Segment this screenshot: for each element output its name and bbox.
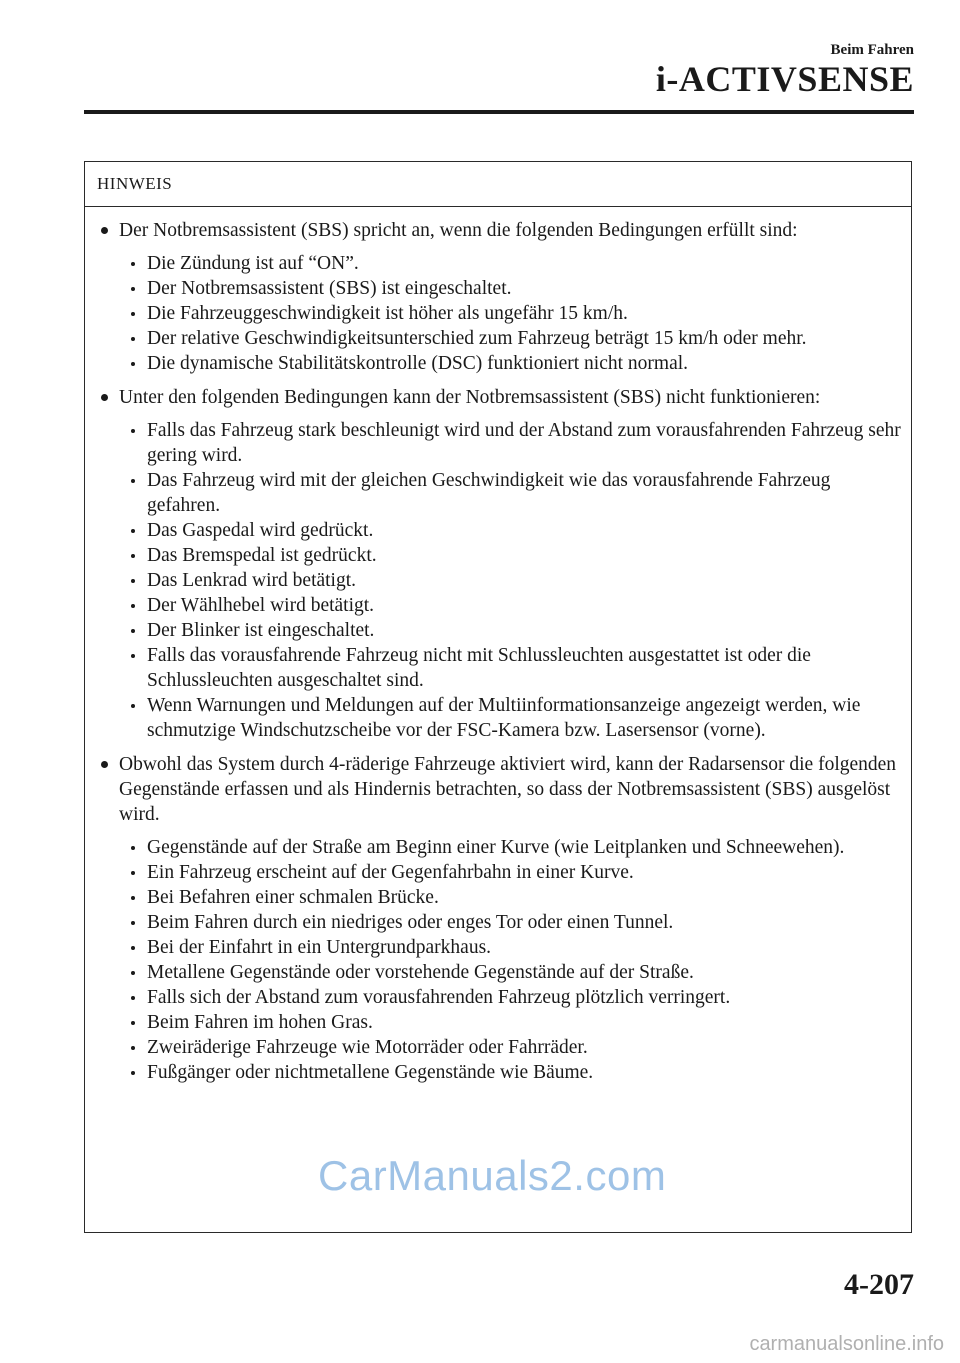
sub-bullet-icon [131,921,135,925]
sub-list-item-text: Bei Befahren einer schmalen Brücke. [147,887,439,908]
sub-bullet-icon [131,337,135,341]
sub-list-item-text: Der Notbremsassistent (SBS) ist eingeschaltet. [147,278,512,299]
note-heading: HINWEIS [85,162,911,207]
bullet-icon [101,761,108,768]
header-rule [84,110,914,114]
sub-bullet-icon [131,871,135,875]
sub-list [119,835,903,1085]
sub-list-item [129,885,903,910]
sub-bullet-icon [131,554,135,558]
bullet-icon [101,227,108,234]
sub-bullet-icon [131,429,135,433]
sub-bullet-icon [131,896,135,900]
sub-bullet-icon [131,996,135,1000]
sub-list-item-text: Der relative Geschwindigkeitsunterschied zum Fahrzeug beträgt 15 km/h oder mehr. [147,328,807,349]
sub-list-item-text: Bei der Einfahrt in ein Untergrundparkhaus. [147,937,492,958]
sub-list-item-text: Gegenstände auf der Straße am Beginn einer Kurve (wie Leitplanken und Schneewehen). [147,837,845,858]
sub-list-item-text: Die Fahrzeuggeschwindigkeit ist höher als ungefähr 15 km/h. [147,303,628,324]
sub-bullet-icon [131,529,135,533]
watermark: CarManuals2.com [318,1152,667,1199]
sub-list-item-text: Beim Fahren im hohen Gras. [147,1012,373,1033]
sub-bullet-icon [131,1021,135,1025]
sub-list-item [129,693,903,743]
sub-bullet-icon [131,946,135,950]
note-item [99,385,903,743]
sub-bullet-icon [131,312,135,316]
sub-bullet-icon [131,1046,135,1050]
sub-list-item-text: Das Fahrzeug wird mit der gleichen Geschwindigkeit wie das vorausfahrende Fahrzeug gefahren. [147,470,831,516]
sub-bullet-icon [131,262,135,266]
sub-list-item [129,860,903,885]
sub-list-item-text: Zweiräderige Fahrzeuge wie Motorräder oder Fahrräder. [147,1037,588,1058]
sub-list-item-text: Der Wählhebel wird betätigt. [147,595,375,616]
sub-bullet-icon [131,629,135,633]
sub-bullet-icon [131,971,135,975]
sub-list-item-text: Beim Fahren durch ein niedriges oder enges Tor oder einen Tunnel. [147,912,674,933]
sub-list-item [129,1060,903,1085]
page-number: 4-207 [844,1268,914,1301]
sub-list-item-text: Ein Fahrzeug erscheint auf der Gegenfahrbahn in einer Kurve. [147,862,634,883]
sub-list-item-text: Falls das vorausfahrende Fahrzeug nicht mit Schlussleuchten ausgestattet ist oder die Schlussleuchten ausgeschaltet sind. [147,645,811,691]
sub-list-item [129,985,903,1010]
sub-list-item-text: Der Blinker ist eingeschaltet. [147,620,375,641]
sub-list-item [129,251,903,276]
section-label: Beim Fahren [830,42,914,58]
note-item-text: Obwohl das System durch 4-räderige Fahrzeuge aktiviert wird, kann der Radarsensor die folgenden Gegenstände erfassen und als Hindernis betrachten, so dass der Notbremsassistent (SBS) ausgelöst wird. [119,754,897,825]
note-item-text: Der Notbremsassistent (SBS) spricht an, wenn die folgenden Bedingungen erfüllt sind: [119,220,798,241]
sub-list-item-text: Wenn Warnungen und Meldungen auf der Multiinformationsanzeige angezeigt werden, wie schmutzige Windschutzscheibe vor der FSC-Kamera bzw. Lasersensor (vorne). [147,695,861,741]
sub-bullet-icon [131,362,135,366]
sub-list-item [129,518,903,543]
sub-list-item [129,468,903,518]
sub-list [119,418,903,743]
sub-list-item [129,1035,903,1060]
sub-list-item [129,543,903,568]
sub-list-item-text: Falls das Fahrzeug stark beschleunigt wird und der Abstand zum vorausfahrenden Fahrzeug sehr gering wird. [147,420,901,466]
sub-list-item [129,910,903,935]
footer-site-link[interactable]: carmanualsonline.info [749,1333,944,1355]
sub-list-item-text: Die Zündung ist auf “ON”. [147,253,359,274]
chapter-title: i-ACTIVSENSE [655,59,914,99]
note-box [84,161,912,1233]
sub-list-item [129,960,903,985]
sub-list-item [129,568,903,593]
sub-bullet-icon [131,654,135,658]
sub-list-item-text: Das Gaspedal wird gedrückt. [147,520,374,541]
sub-list-item [129,1010,903,1035]
sub-list-item [129,643,903,693]
sub-list-item [129,418,903,468]
sub-list-item-text: Fußgänger oder nichtmetallene Gegenstände wie Bäume. [147,1062,594,1083]
sub-bullet-icon [131,287,135,291]
sub-list-item-text: Das Lenkrad wird betätigt. [147,570,357,591]
sub-list-item [129,276,903,301]
sub-list-item-text: Falls sich der Abstand zum vorausfahrenden Fahrzeug plötzlich verringert. [147,987,731,1008]
note-item [99,752,903,1085]
sub-bullet-icon [131,579,135,583]
sub-list-item [129,301,903,326]
sub-list-item [129,351,903,376]
sub-list-item [129,835,903,860]
sub-list-item [129,326,903,351]
note-item [99,218,903,376]
sub-bullet-icon [131,704,135,708]
sub-bullet-icon [131,604,135,608]
note-body [85,207,911,1085]
bullet-icon [101,394,108,401]
sub-bullet-icon [131,479,135,483]
sub-list-item-text: Das Bremspedal ist gedrückt. [147,545,377,566]
sub-bullet-icon [131,846,135,850]
sub-list-item-text: Die dynamische Stabilitätskontrolle (DSC) funktioniert nicht normal. [147,353,689,374]
sub-list-item [129,935,903,960]
note-item-text: Unter den folgenden Bedingungen kann der Notbremsassistent (SBS) nicht funktionieren: [119,387,821,408]
sub-list-item [129,593,903,618]
sub-list-item-text: Metallene Gegenstände oder vorstehende Gegenstände auf der Straße. [147,962,694,983]
sub-list-item [129,618,903,643]
sub-bullet-icon [131,1071,135,1075]
sub-list [119,251,903,376]
